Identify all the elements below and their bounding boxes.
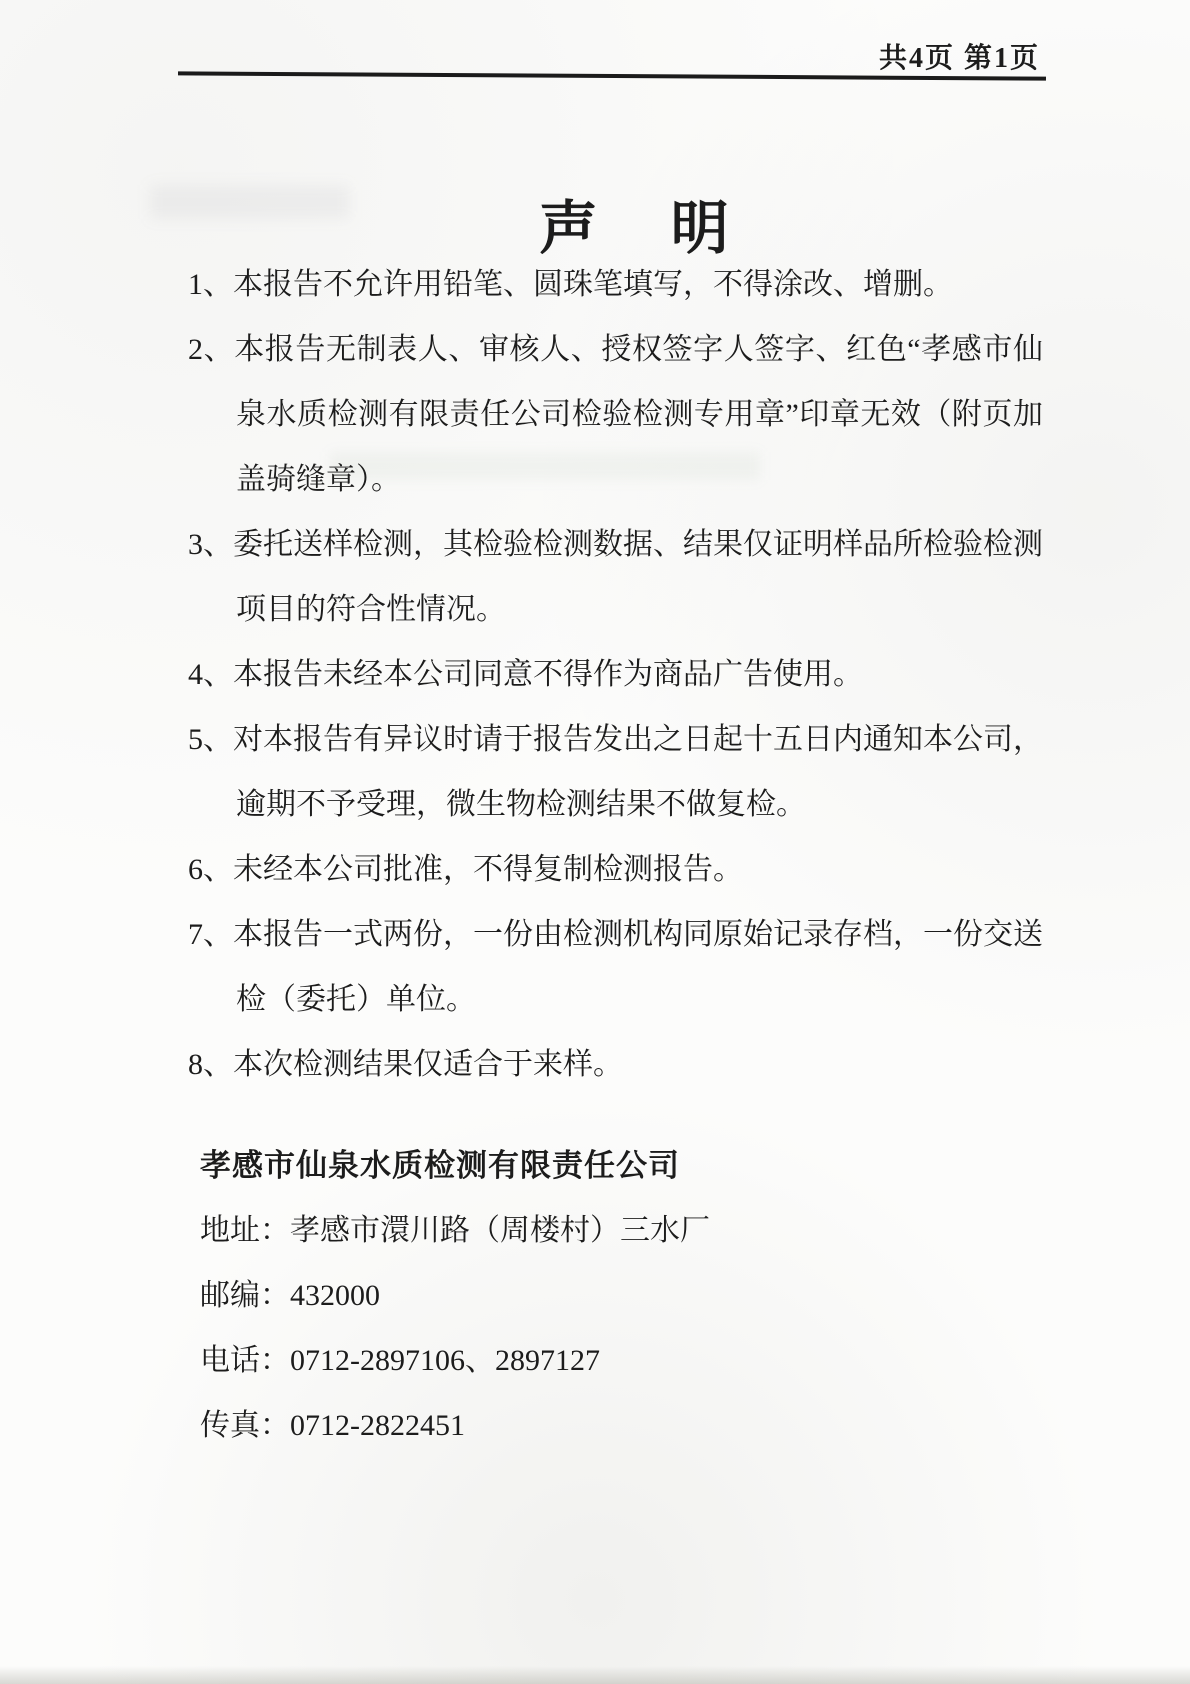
company-fax: 传真：0712-2822451	[200, 1409, 465, 1442]
statement-item-5	[188, 707, 1043, 837]
statement-text: 本次检测结果仅适合于来样。	[233, 1048, 623, 1081]
statement-text: 委托送样检测，其检验检测数据、结果仅证明样品所检验检测项目的符合性情况。	[233, 528, 1043, 626]
company-name: 孝感市仙泉水质检测有限责任公司	[200, 1148, 680, 1183]
statement-text: 本报告不允许用铅笔、圆珠笔填写，不得涂改、增删。	[233, 268, 953, 301]
statement-text: 对本报告有异议时请于报告发出之日起十五日内通知本公司，逾期不予受理，微生物检测结果不做复检。	[233, 723, 1043, 821]
company-address: 地址：孝感市澴川路（周楼村）三水厂	[200, 1214, 710, 1247]
statement-number: 3、	[188, 528, 233, 561]
statement-item-4	[188, 642, 1043, 707]
company-phone: 电话：0712-2897106、2897127	[200, 1344, 600, 1377]
statement-number: 8、	[188, 1048, 233, 1081]
statement-number: 6、	[188, 853, 233, 886]
page-indicator: 共4页 第1页	[878, 43, 1040, 74]
statement-text: 本报告一式两份，一份由检测机构同原始记录存档，一份交送检（委托）单位。	[233, 918, 1043, 1016]
statement-number: 4、	[188, 658, 233, 691]
statement-number: 2、	[188, 333, 235, 366]
statement-text: 未经本公司批准，不得复制检测报告。	[233, 853, 743, 886]
company-postcode: 邮编：432000	[200, 1279, 380, 1312]
page-title: 声 明	[539, 195, 731, 261]
company-info-block	[200, 1133, 1040, 1458]
statement-text: 本报告无制表人、审核人、授权签字人签字、红色“孝感市仙泉水质检测有限责任公司检验检测专用章”印章无效（附页加盖骑缝章）。	[234, 333, 1043, 496]
statement-item-7	[188, 902, 1043, 1032]
statement-number: 7、	[188, 918, 233, 951]
scan-edge-noise	[0, 1666, 1190, 1684]
statement-item-8	[188, 1032, 1043, 1097]
statement-item-1	[188, 252, 1043, 317]
statement-item-2	[188, 317, 1043, 512]
statement-item-6	[188, 837, 1043, 902]
statement-item-3	[188, 512, 1043, 642]
statement-number: 1、	[188, 268, 233, 301]
statement-text: 本报告未经本公司同意不得作为商品广告使用。	[233, 658, 863, 691]
statement-list	[188, 252, 1043, 1097]
statement-number: 5、	[188, 723, 233, 756]
